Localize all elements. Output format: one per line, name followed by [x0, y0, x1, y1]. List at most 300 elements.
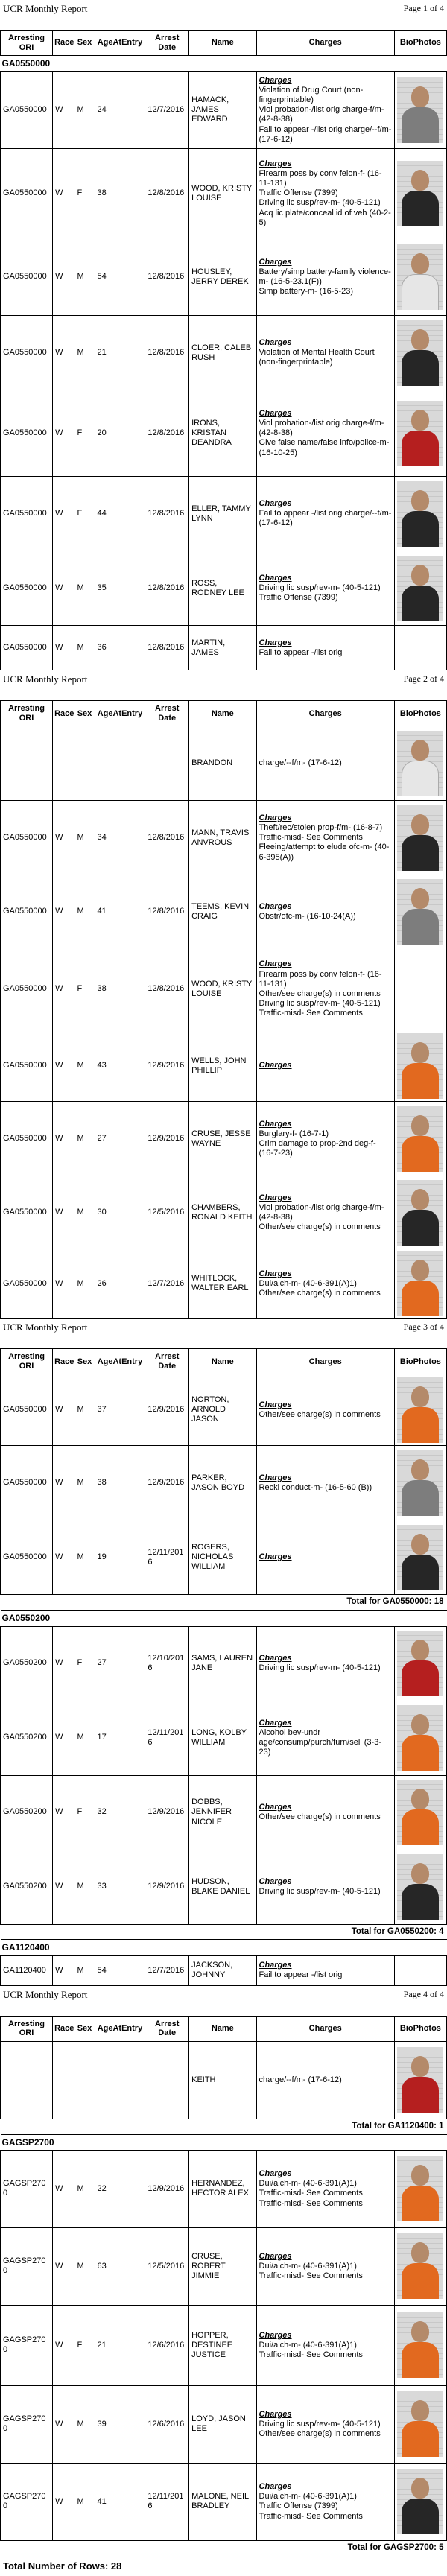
- charges-cell: [256, 316, 394, 390]
- charge-item: Traffic Offense (7399): [259, 188, 338, 198]
- table-row: [1, 1176, 447, 1249]
- page-number: Page 4 of 4: [403, 1988, 444, 1999]
- table-row: [1, 801, 447, 875]
- age-at-entry: 38: [95, 1446, 145, 1520]
- charge-item: Firearm poss by conv felon-f- (16-11-131): [259, 168, 382, 188]
- page-number: Page 2 of 4: [403, 673, 444, 685]
- charge-item: Other/see charge(s) in comments: [259, 1812, 381, 1822]
- person-name: TEEMS, KEVIN CRAIG: [189, 875, 256, 948]
- header-row: [1, 31, 447, 56]
- column-header: Arrest Date: [145, 1349, 189, 1374]
- column-header: Name: [189, 701, 256, 726]
- charges-heading: Charges: [259, 1061, 292, 1070]
- column-header: Arresting ORI: [1, 31, 53, 56]
- table-body: [1, 1374, 447, 1985]
- arresting-ori: GA0550200: [1, 1701, 53, 1775]
- mugshot-photo: [397, 1854, 443, 1920]
- column-header: AgeAtEntry: [95, 1349, 145, 1374]
- table-row: [1, 2041, 447, 2119]
- report-title: UCR Monthly Report: [3, 1988, 88, 2000]
- age-at-entry: 35: [95, 551, 145, 626]
- group-label: GA0550200: [1, 1611, 447, 1626]
- charges-cell: [256, 1102, 394, 1176]
- mugshot-photo: [397, 1033, 443, 1099]
- person-name: KEITH: [189, 2041, 256, 2119]
- charges-cell: [256, 390, 394, 477]
- bio-photo-cell: [394, 1102, 446, 1176]
- table-row: [1, 726, 447, 801]
- header-row: [1, 701, 447, 726]
- page-number: Page 3 of 4: [403, 1322, 444, 1333]
- sex: F: [74, 2305, 95, 2385]
- table-row: [1, 390, 447, 477]
- column-header: Arresting ORI: [1, 701, 53, 726]
- charge-item: charge/--f/m- (17-6-12): [259, 758, 342, 768]
- table-row: [1, 948, 447, 1030]
- arrest-table: [0, 30, 447, 670]
- header-row: [1, 2016, 447, 2041]
- charges-heading: Charges: [259, 159, 292, 168]
- charges-cell: [256, 477, 394, 551]
- age-at-entry: 41: [95, 2463, 145, 2540]
- charges-cell: [256, 1446, 394, 1520]
- group-total-row: [1, 2540, 447, 2555]
- person-name: CLOER, CALEB RUSH: [189, 316, 256, 390]
- sex: M: [74, 1102, 95, 1176]
- arrest-date: 12/7/2016: [145, 1249, 189, 1319]
- group-row: [1, 56, 447, 72]
- table-row: [1, 1955, 447, 1985]
- table-row: [1, 1374, 447, 1446]
- column-header: Charges: [256, 31, 394, 56]
- person-name: IRONS, KRISTAN DEANDRA: [189, 390, 256, 477]
- charge-item: Alcohol bev-undr age/consump/purch/furn/sell (3-3-23): [259, 1728, 381, 1757]
- sex: M: [74, 316, 95, 390]
- table-header: [1, 701, 447, 726]
- arrest-date: 12/8/2016: [145, 316, 189, 390]
- bio-photo-cell: [394, 2385, 446, 2463]
- arrest-date: 12/9/2016: [145, 1850, 189, 1924]
- charge-item: Fail to appear -/list orig charge/--f/m- (17-6-12): [259, 509, 392, 528]
- charge-item: Battery/simp battery-family violence-m- (16-5-23.1(F)): [259, 267, 391, 286]
- charge-item: Traffic-misd- See Comments: [259, 1009, 363, 1018]
- arresting-ori: GAGSP2700: [1, 2305, 53, 2385]
- table-row: [1, 1850, 447, 1924]
- charge-item: Viol probation-/list orig charge-f/m- (42-8-38): [259, 419, 384, 438]
- charges-cell: [256, 948, 394, 1030]
- column-header: BioPhotos: [394, 701, 446, 726]
- column-header: Race: [53, 1349, 74, 1374]
- arrest-date: 12/8/2016: [145, 875, 189, 948]
- arresting-ori: GA0550000: [1, 551, 53, 626]
- sex: M: [74, 1850, 95, 1924]
- arresting-ori: GA0550000: [1, 1446, 53, 1520]
- sex: M: [74, 2227, 95, 2305]
- table-row: [1, 477, 447, 551]
- mugshot-photo: [397, 2156, 443, 2221]
- sex: [74, 2041, 95, 2119]
- arrest-date: 12/5/2016: [145, 1176, 189, 1249]
- race: W: [53, 1775, 74, 1850]
- arresting-ori: GA0550000: [1, 1176, 53, 1249]
- column-header: AgeAtEntry: [95, 31, 145, 56]
- report-page: [0, 670, 447, 1319]
- column-header: Arrest Date: [145, 31, 189, 56]
- race: W: [53, 1102, 74, 1176]
- bio-photo-cell: [394, 1955, 446, 1985]
- mugshot-photo: [397, 879, 443, 945]
- charge-item: Driving lic susp/rev-m- (40-5-121): [259, 1663, 381, 1673]
- charges-heading: Charges: [259, 959, 292, 969]
- person-name: ELLER, TAMMY LYNN: [189, 477, 256, 551]
- sex: M: [74, 1955, 95, 1985]
- sex: M: [74, 1374, 95, 1446]
- group-row: [1, 1611, 447, 1626]
- mugshot-photo: [397, 2469, 443, 2534]
- bio-photo-cell: [394, 948, 446, 1030]
- bio-photo-cell: [394, 1374, 446, 1446]
- arresting-ori: GAGSP2700: [1, 2150, 53, 2227]
- sex: M: [74, 551, 95, 626]
- charge-item: Dui/alch-m- (40-6-391(A)1): [259, 2340, 357, 2350]
- age-at-entry: 27: [95, 1102, 145, 1176]
- age-at-entry: 34: [95, 801, 145, 875]
- column-header: Sex: [74, 1349, 95, 1374]
- race: W: [53, 72, 74, 149]
- charges-cell: [256, 1775, 394, 1850]
- charges-cell: [256, 1850, 394, 1924]
- table-header: [1, 31, 447, 56]
- sex: M: [74, 1176, 95, 1249]
- arresting-ori: GAGSP2700: [1, 2463, 53, 2540]
- person-name: BRANDON: [189, 726, 256, 801]
- mugshot-photo: [397, 1251, 443, 1316]
- race: W: [53, 1374, 74, 1446]
- sex: M: [74, 72, 95, 149]
- age-at-entry: 21: [95, 316, 145, 390]
- arresting-ori: GA0550200: [1, 1850, 53, 1924]
- group-label: GA1120400: [1, 1940, 447, 1955]
- mugshot-photo: [397, 77, 443, 143]
- charge-item: Theft/rec/stolen prop-f/m- (16-8-7): [259, 823, 383, 833]
- charges-heading: Charges: [259, 1119, 292, 1129]
- mugshot-photo: [397, 1180, 443, 1246]
- person-name: LONG, KOLBY WILLIAM: [189, 1701, 256, 1775]
- person-name: ROGERS, NICHOLAS WILLIAM: [189, 1520, 256, 1595]
- table-body: [1, 2041, 447, 2555]
- table-body: [1, 56, 447, 670]
- charge-item: Firearm poss by conv felon-f- (16-11-131): [259, 969, 382, 989]
- age-at-entry: 54: [95, 1955, 145, 1985]
- charge-item: Driving lic susp/rev-m- (40-5-121): [259, 999, 381, 1009]
- report-title: UCR Monthly Report: [3, 673, 88, 685]
- arrest-date: 12/9/2016: [145, 1030, 189, 1102]
- charge-item: Traffic-misd- See Comments: [259, 2198, 363, 2208]
- age-at-entry: [95, 726, 145, 801]
- arresting-ori: GA0550000: [1, 1520, 53, 1595]
- bio-photo-cell: [394, 1176, 446, 1249]
- age-at-entry: 39: [95, 2385, 145, 2463]
- arresting-ori: GA0550000: [1, 1030, 53, 1102]
- charge-item: Dui/alch-m- (40-6-391(A)1): [259, 2179, 357, 2189]
- race: W: [53, 801, 74, 875]
- bio-photo-cell: [394, 1249, 446, 1319]
- person-name: DOBBS, JENNIFER NICOLE: [189, 1775, 256, 1850]
- column-header: Charges: [256, 1349, 394, 1374]
- table-row: [1, 1446, 447, 1520]
- sex: F: [74, 1626, 95, 1701]
- arresting-ori: GA0550000: [1, 72, 53, 149]
- charge-item: Fleeing/attempt to elude ofc-m- (40-6-395(A)): [259, 843, 390, 862]
- race: W: [53, 2385, 74, 2463]
- arrest-date: 12/8/2016: [145, 238, 189, 316]
- arresting-ori: GA0550000: [1, 1249, 53, 1319]
- person-name: MALONE, NEIL BRADLEY: [189, 2463, 256, 2540]
- bio-photo-cell: [394, 316, 446, 390]
- charges-heading: Charges: [259, 1473, 292, 1482]
- group-total-row: [1, 1924, 447, 1940]
- race: [53, 2041, 74, 2119]
- column-header: Sex: [74, 701, 95, 726]
- charges-heading: Charges: [259, 813, 292, 822]
- bio-photo-cell: [394, 238, 446, 316]
- arresting-ori: GA1120400: [1, 1955, 53, 1985]
- charges-cell: [256, 2150, 394, 2227]
- sex: M: [74, 2385, 95, 2463]
- arresting-ori: GA0550000: [1, 948, 53, 1030]
- mugshot-photo: [397, 2047, 443, 2113]
- report-page: [0, 1319, 447, 1985]
- charge-item: Traffic-misd- See Comments: [259, 2511, 363, 2521]
- charge-item: Viol probation-/list orig charge-f/m- (42-8-38): [259, 1202, 384, 1222]
- arresting-ori: GA0550000: [1, 1102, 53, 1176]
- race: W: [53, 316, 74, 390]
- age-at-entry: 38: [95, 948, 145, 1030]
- race: W: [53, 1249, 74, 1319]
- charges-cell: [256, 2227, 394, 2305]
- charges-cell: [256, 72, 394, 149]
- arresting-ori: GA0550000: [1, 801, 53, 875]
- person-name: MANN, TRAVIS ANVROUS: [189, 801, 256, 875]
- charge-item: Traffic-misd- See Comments: [259, 2350, 363, 2360]
- bio-photo-cell: [394, 149, 446, 238]
- charge-item: Fail to appear -/list orig charge/--f/m- (17-6-12): [259, 124, 392, 144]
- arrest-date: 12/5/2016: [145, 2227, 189, 2305]
- charges-cell: [256, 551, 394, 626]
- column-header: AgeAtEntry: [95, 2016, 145, 2041]
- charges-cell: [256, 1520, 394, 1595]
- sex: F: [74, 149, 95, 238]
- bio-photo-cell: [394, 1850, 446, 1924]
- table-body: [1, 726, 447, 1319]
- table-row: [1, 2385, 447, 2463]
- column-header: Sex: [74, 31, 95, 56]
- charge-item: Violation of Mental Health Court (non-fingerprintable): [259, 348, 375, 367]
- age-at-entry: 21: [95, 2305, 145, 2385]
- arrest-date: 12/9/2016: [145, 1775, 189, 1850]
- age-at-entry: 33: [95, 1850, 145, 1924]
- person-name: CRUSE, ROBERT JIMMIE: [189, 2227, 256, 2305]
- charge-item: Crim damage to prop-2nd deg-f- (16-7-23): [259, 1138, 376, 1158]
- table-row: [1, 72, 447, 149]
- mugshot-photo: [397, 481, 443, 547]
- race: W: [53, 1030, 74, 1102]
- table-row: [1, 1102, 447, 1176]
- mugshot-photo: [397, 731, 443, 796]
- sex: F: [74, 948, 95, 1030]
- bio-photo-cell: [394, 626, 446, 670]
- page-header: [0, 0, 447, 30]
- age-at-entry: 54: [95, 238, 145, 316]
- charge-item: Violation of Drug Court (non-fingerprintable): [259, 85, 364, 105]
- person-name: MARTIN, JAMES: [189, 626, 256, 670]
- race: W: [53, 1176, 74, 1249]
- charge-item: Driving lic susp/rev-m- (40-5-121): [259, 583, 381, 593]
- arrest-date: 12/9/2016: [145, 2150, 189, 2227]
- charge-item: Other/see charge(s) in comments: [259, 2429, 381, 2439]
- mugshot-photo: [397, 1106, 443, 1172]
- arrest-date: [145, 726, 189, 801]
- table-row: [1, 1775, 447, 1850]
- header-row: [1, 1349, 447, 1374]
- sex: M: [74, 2463, 95, 2540]
- bio-photo-cell: [394, 2305, 446, 2385]
- table-row: [1, 149, 447, 238]
- charges-heading: Charges: [259, 2330, 292, 2340]
- arresting-ori: GA0550000: [1, 149, 53, 238]
- race: W: [53, 1955, 74, 1985]
- charges-cell: [256, 1030, 394, 1102]
- charges-heading: Charges: [259, 2251, 292, 2261]
- table-header: [1, 1349, 447, 1374]
- table-row: [1, 2305, 447, 2385]
- group-total-row: [1, 2119, 447, 2134]
- charge-item: Driving lic susp/rev-m- (40-5-121): [259, 2419, 381, 2429]
- charges-cell: [256, 1249, 394, 1319]
- charge-item: Traffic-misd- See Comments: [259, 2271, 363, 2281]
- arrest-date: 12/8/2016: [145, 551, 189, 626]
- charge-item: charge/--f/m- (17-6-12): [259, 2075, 342, 2084]
- charges-cell: [256, 875, 394, 948]
- person-name: WELLS, JOHN PHILLIP: [189, 1030, 256, 1102]
- charges-cell: [256, 1701, 394, 1775]
- charges-cell: [256, 801, 394, 875]
- person-name: HAMACK, JAMES EDWARD: [189, 72, 256, 149]
- table-row: [1, 1520, 447, 1595]
- column-header: Race: [53, 701, 74, 726]
- group-total-row: [1, 1595, 447, 1611]
- race: W: [53, 238, 74, 316]
- arrest-table: [0, 2016, 447, 2556]
- charges-heading: Charges: [259, 2409, 292, 2419]
- age-at-entry: 24: [95, 72, 145, 149]
- sex: M: [74, 1446, 95, 1520]
- age-at-entry: 26: [95, 1249, 145, 1319]
- charges-cell: [256, 1374, 394, 1446]
- charges-heading: Charges: [259, 1653, 292, 1663]
- charges-heading: Charges: [259, 1718, 292, 1728]
- person-name: HERNANDEZ, HECTOR ALEX: [189, 2150, 256, 2227]
- charges-cell: [256, 2385, 394, 2463]
- charge-item: Simp battery-m- (16-5-23): [259, 287, 354, 296]
- table-row: [1, 316, 447, 390]
- charge-item: Viol probation-/list orig charge-f/m- (42-8-38): [259, 105, 384, 124]
- sex: F: [74, 477, 95, 551]
- person-name: SAMS, LAUREN JANE: [189, 1626, 256, 1701]
- sex: M: [74, 1249, 95, 1319]
- age-at-entry: 36: [95, 626, 145, 670]
- arresting-ori: GA0550000: [1, 1374, 53, 1446]
- age-at-entry: 37: [95, 1374, 145, 1446]
- bio-photo-cell: [394, 477, 446, 551]
- charge-item: Dui/alch-m- (40-6-391(A)1): [259, 1278, 357, 1288]
- mugshot-photo: [397, 244, 443, 310]
- mugshot-photo: [397, 1525, 443, 1590]
- age-at-entry: 22: [95, 2150, 145, 2227]
- arresting-ori: GA0550200: [1, 1775, 53, 1850]
- sex: M: [74, 2150, 95, 2227]
- bio-photo-cell: [394, 1446, 446, 1520]
- report-page: [0, 0, 447, 670]
- total-rows: Total Number of Rows: 28: [3, 2560, 122, 2572]
- report-page: [0, 1986, 447, 2556]
- mugshot-photo: [397, 2312, 443, 2378]
- race: W: [53, 1520, 74, 1595]
- arrest-date: [145, 2041, 189, 2119]
- group-label: GAGSP2700: [1, 2134, 447, 2150]
- charges-cell: [256, 2041, 394, 2119]
- age-at-entry: 27: [95, 1626, 145, 1701]
- arrest-date: 12/9/2016: [145, 1446, 189, 1520]
- charges-heading: Charges: [259, 408, 292, 418]
- race: W: [53, 149, 74, 238]
- arresting-ori: GA0550000: [1, 875, 53, 948]
- bio-photo-cell: [394, 2227, 446, 2305]
- arrest-date: 12/11/2016: [145, 1520, 189, 1595]
- charges-heading: Charges: [259, 901, 292, 911]
- race: W: [53, 551, 74, 626]
- age-at-entry: 20: [95, 390, 145, 477]
- person-name: WOOD, KRISTY LOUISE: [189, 948, 256, 1030]
- arrest-date: 12/7/2016: [145, 72, 189, 149]
- bio-photo-cell: [394, 2041, 446, 2119]
- age-at-entry: 17: [95, 1701, 145, 1775]
- arrest-date: 12/6/2016: [145, 2305, 189, 2385]
- person-name: WHITLOCK, WALTER EARL: [189, 1249, 256, 1319]
- column-header: Name: [189, 2016, 256, 2041]
- arrest-date: 12/9/2016: [145, 1374, 189, 1446]
- mugshot-photo: [397, 556, 443, 621]
- table-row: [1, 626, 447, 670]
- bio-photo-cell: [394, 875, 446, 948]
- charge-item: Other/see charge(s) in comments: [259, 989, 381, 998]
- charges-heading: Charges: [259, 638, 292, 647]
- table-row: [1, 875, 447, 948]
- person-name: NORTON, ARNOLD JASON: [189, 1374, 256, 1446]
- charge-item: Other/see charge(s) in comments: [259, 1409, 381, 1419]
- charges-heading: Charges: [259, 338, 292, 348]
- page-header: [0, 1319, 447, 1348]
- mugshot-photo: [397, 161, 443, 226]
- charge-item: Other/see charge(s) in comments: [259, 1222, 381, 1232]
- person-name: LOYD, JASON LEE: [189, 2385, 256, 2463]
- arresting-ori: GAGSP2700: [1, 2385, 53, 2463]
- group-label: GA0550000: [1, 56, 447, 72]
- person-name: HOUSLEY, JERRY DEREK: [189, 238, 256, 316]
- charge-item: Dui/alch-m- (40-6-391(A)1): [259, 2492, 357, 2502]
- age-at-entry: 32: [95, 1775, 145, 1850]
- charge-item: Burglary-f- (16-7-1): [259, 1129, 329, 1138]
